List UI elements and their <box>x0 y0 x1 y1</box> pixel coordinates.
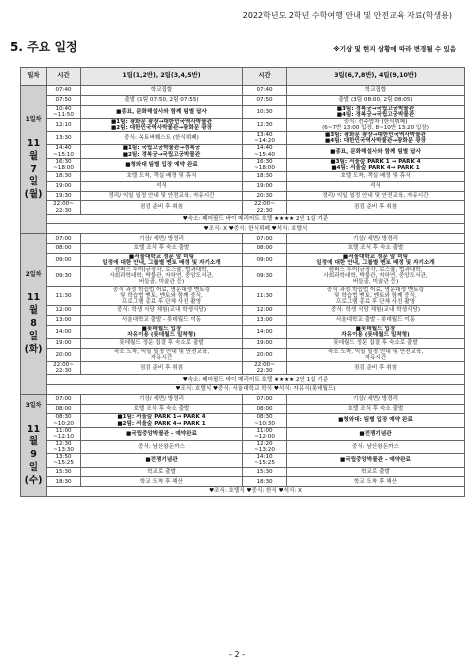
activity-cell: 점검 준비 후 취침 <box>81 201 243 214</box>
time-cell: 12:30 ~13:30 <box>47 440 81 453</box>
time-cell: 14:10 ~15:25 <box>243 454 287 467</box>
activity-cell: 호텔 조식 후 숙소 출발 <box>81 404 243 414</box>
time-cell: 08:30 ~10:30 <box>243 414 287 427</box>
activity-cell: 중식: 남산왕돈까스 <box>287 440 465 453</box>
activity-cell: ■3팀: 서울숲 PARK 1 → PARK 4 ■4팀: 서울숲 PARK 4→ PARK 1 <box>287 158 465 171</box>
time-cell: 07:40 <box>243 86 287 96</box>
activity-cell: 기상/ 세면/ 방정리 <box>81 394 243 404</box>
time-cell: 07:50 <box>243 95 287 105</box>
time-cell: 13:50 ~15:25 <box>47 454 81 467</box>
activity-cell: ■종묘, 문화해설사와 함께 팀별 답사 <box>81 105 243 118</box>
activity-cell: 학교집합 <box>287 86 465 96</box>
meals-row <box>21 487 465 497</box>
day-date: 11 월 8 일 (화) <box>24 292 43 355</box>
time-cell: 19:30 <box>47 191 81 201</box>
activity-cell: 학교로 출발 <box>287 467 465 477</box>
activity-cell: ■전쟁기념관 <box>287 427 465 440</box>
activity-cell: 정리/ 익일 일정 안내 및 안전교육, 자유시간 <box>287 191 465 201</box>
table-row <box>21 244 465 254</box>
activity-cell: 서울대학교 출발 - 롯데월드 이동 <box>81 315 243 325</box>
activity-cell: ■롯데월드 입장 자유이용 (롯데월드 밀착형) <box>287 325 465 338</box>
table-row <box>21 427 465 440</box>
header-day: 일차 <box>21 68 47 86</box>
table-row <box>21 477 465 487</box>
time-cell: 13:40 ~14:20 <box>243 132 287 145</box>
time-cell: 14:40 ~15:40 <box>243 145 287 158</box>
table-row <box>21 361 465 374</box>
activity-cell: 중식: 옥토버훼스트 (한식뷔페) <box>81 132 243 145</box>
time-cell: 13:00 <box>47 315 81 325</box>
activity-cell: 석식 <box>287 181 465 191</box>
table-row <box>21 267 465 286</box>
day-number: 3일차 <box>25 402 42 410</box>
day-label <box>21 394 47 496</box>
time-cell: 16:30 ~18:00 <box>47 158 81 171</box>
activity-cell: 캠퍼스 투어(규장각, 로스쿨, 법과대학, 사회과학대학, 박물관, 자하연, 중앙도서관, 버들골, 미술관 등) <box>81 267 243 286</box>
meals-info: ♥조식: 호텔식 ♥중식: 서울대학교 학식 ♥석식: 자유식(롯데월드) <box>47 385 465 395</box>
activity-cell: 호텔 도착, 객실 배정 및 휴식 <box>81 172 243 182</box>
table-row <box>21 440 465 453</box>
activity-cell: 기상/ 세면/ 방정리 <box>81 234 243 244</box>
activity-cell: 석식 <box>81 181 243 191</box>
activity-cell: 학교 도착 후 해산 <box>287 477 465 487</box>
activity-cell: ■3팀: 경복궁→국립고궁박물관 ■4팀: 경복궁→국립고궁박물관 <box>287 105 465 118</box>
table-row <box>21 132 465 145</box>
time-cell: 07:00 <box>47 234 81 244</box>
day-number: 2일차 <box>25 270 42 278</box>
activity-cell: 기상/ 세면/ 방정리 <box>287 394 465 404</box>
header-team-3-4: 3팀(6,7,8반), 4팀(9,10반) <box>287 68 465 86</box>
page-number: - 2 - <box>229 650 245 659</box>
activity-cell: ■서울대학교 정문 앞 미팅 일정에 대한 안내, 그룹별 멘토 배정 및 자기소개 <box>287 253 465 266</box>
activity-cell: 학교 도착 후 해산 <box>81 477 243 487</box>
meals-info: ♥조식: X ♥중식: 한식뷔페 ♥석식: 호텔식 <box>47 224 465 234</box>
time-cell: 20:30 <box>243 191 287 201</box>
time-cell: 11:30 <box>47 286 81 305</box>
table-row <box>21 286 465 305</box>
table-header-row <box>21 68 465 86</box>
activity-cell: 숙소 도착, 익일 일정 안내 및 안전교육, 자유시간 <box>287 348 465 361</box>
time-cell: 12:20 ~13:20 <box>243 440 287 453</box>
activity-cell: 정리/ 익일 일정 안내 및 안전교육, 자유시간 <box>81 191 243 201</box>
table-row <box>21 191 465 201</box>
time-cell: 12:00 <box>243 305 287 315</box>
activity-cell: ■롯데월드 입장 자유이용 (롯데월드 밀착형) <box>81 325 243 338</box>
time-cell: 13:30 <box>47 132 81 145</box>
table-row <box>21 181 465 191</box>
table-row <box>21 305 465 315</box>
time-cell: 09:30 <box>47 267 81 286</box>
activity-cell: ■서울대학교 정문 앞 미팅 일정에 대한 안내, 그룹별 멘토 배정 및 자기소개 <box>81 253 243 266</box>
time-cell: 22:00~ 22:30 <box>47 201 81 214</box>
time-cell: 09:30 <box>243 267 287 286</box>
day-date: 11 월 9 일 (수) <box>24 423 43 486</box>
activity-cell: 중식: 학생 식당 체험(교내 학생식당) <box>81 305 243 315</box>
time-cell: 07:00 <box>243 234 287 244</box>
time-cell: 14:40 ~15:10 <box>47 145 81 158</box>
table-row <box>21 394 465 404</box>
activity-cell: 출발 (1팀 07:50, 2팀 07:55) <box>81 95 243 105</box>
time-cell: 18:30 <box>47 477 81 487</box>
day-number: 1일차 <box>25 116 42 124</box>
activity-cell: 중식: 전주밥차 (한식뷔페) (6~7반 13:00 입장, 8~10반 13:20 입장) <box>287 118 465 131</box>
table-row <box>21 158 465 171</box>
activity-cell: ■국립중앙박물관 - 예약완료 <box>81 427 243 440</box>
hotel-row <box>21 375 465 385</box>
activity-cell: 호텔 조식 후 숙소 출발 <box>81 244 243 254</box>
header-time: 시간 <box>47 68 81 86</box>
time-cell: 09:00 <box>47 253 81 266</box>
table-row <box>21 467 465 477</box>
meals-row <box>21 224 465 234</box>
hotel-info: ♥숙소: 페어필드 바이 메리어트 호텔 ★★★★ 2인 1실 기준 <box>47 214 465 224</box>
time-cell: 19:00 <box>243 338 287 348</box>
activity-cell: 숙소 도착, 익일 일정 안내 및 안전교육, 자유시간 <box>81 348 243 361</box>
table-row <box>21 105 465 118</box>
table-row <box>21 172 465 182</box>
time-cell: 20:00 <box>47 348 81 361</box>
activity-cell: ■1팀: 광화문 광장→대한민국역사박물관 ■2팀: 대한민국역사박물관→광화문 광장 <box>81 118 243 131</box>
activity-cell: ■전쟁기념관 <box>81 454 243 467</box>
table-row <box>21 338 465 348</box>
day-date: 11 월 7 일 (월) <box>24 137 43 201</box>
time-cell: 19:00 <box>47 338 81 348</box>
activity-cell: 학교로 출발 <box>81 467 243 477</box>
table-row <box>21 201 465 214</box>
hotel-row <box>21 214 465 224</box>
activity-cell: 중식: 학생 식당 체험(교내 학생식당) <box>287 305 465 315</box>
time-cell: 18:30 <box>47 172 81 182</box>
table-row <box>21 86 465 96</box>
hotel-info: ♥숙소: 페어필드 바이 메리어트 호텔 ★★★★ 2인 1실 기준 <box>47 375 465 385</box>
activity-cell: 점검 준비 후 취침 <box>81 361 243 374</box>
activity-cell: 점검 준비 후 취침 <box>287 361 465 374</box>
time-cell: 12:10 <box>47 118 81 131</box>
time-cell: 15:30 <box>243 467 287 477</box>
activity-cell: 점검 준비 후 취침 <box>287 201 465 214</box>
time-cell: 18:30 <box>243 172 287 182</box>
time-cell: 07:50 <box>47 95 81 105</box>
activity-cell: 롯데월드 정문 집결 후 숙소로 출발 <box>81 338 243 348</box>
activity-cell: 호텔 도착, 객실 배정 및 휴식 <box>287 172 465 182</box>
time-cell: 09:00 <box>243 253 287 266</box>
time-cell: 12:30 <box>243 118 287 131</box>
activity-cell: 롯데월드 정문 집결 후 숙소로 출발 <box>287 338 465 348</box>
activity-cell: 중식 과정 학습법 어료, 명문대생 멘토링 및 학습법 멘토, 멘토와 함께 중식, 프로그램 종료 후 단체 사진 촬영 <box>81 286 243 305</box>
time-cell: 07:40 <box>47 86 81 96</box>
time-cell: 20:00 <box>243 348 287 361</box>
time-cell: 15:30 <box>47 467 81 477</box>
time-cell: 11:00 ~12:00 <box>243 427 287 440</box>
time-cell: 22:00~ 22:30 <box>243 361 287 374</box>
table-row <box>21 118 465 131</box>
time-cell: 08:00 <box>47 244 81 254</box>
day-label <box>21 234 47 395</box>
activity-cell: 호텔 조식 후 숙소 출발 <box>287 244 465 254</box>
schedule-body <box>21 86 465 497</box>
activity-cell: ■1팀: 서울숲 PARK 1→ PARK 4 ■2팀: 서울숲 PARK 4→ PARK 1 <box>81 414 243 427</box>
time-cell: 07:00 <box>243 394 287 404</box>
time-cell: 11:00 ~12:10 <box>47 427 81 440</box>
time-cell: 10:30 <box>243 105 287 118</box>
section-title: 5. 주요 일정 <box>10 40 78 54</box>
time-cell: 19:00 <box>47 181 81 191</box>
time-cell: 14:00 <box>243 325 287 338</box>
table-row <box>21 145 465 158</box>
time-cell: 16:30 ~18:00 <box>243 158 287 171</box>
time-cell: 22:00~ 22:30 <box>47 361 81 374</box>
time-cell: 11:30 <box>243 286 287 305</box>
time-cell: 13:00 <box>243 315 287 325</box>
table-row <box>21 325 465 338</box>
time-cell: 08:00 <box>243 404 287 414</box>
activity-cell: 중식 과정 학습법 어료, 명문대생 멘토링 및 학습법 멘토, 멘토와 함께 중식, 프로그램 종료 후 단체 사진 촬영 <box>287 286 465 305</box>
time-cell: 22:00~ 22:30 <box>243 201 287 214</box>
activity-cell: ■종묘, 문화해설사와 함께 팀별 답사 <box>287 145 465 158</box>
time-cell: 08:00 <box>47 404 81 414</box>
activity-cell: ■청와대 팀별 입장 예약 완료 <box>81 158 243 171</box>
document-header: 2022학년도 2학년 수학여행 안내 및 안전교육 자료(학생용) <box>242 11 452 20</box>
time-cell: 10:40 ~11:50 <box>47 105 81 118</box>
table-row <box>21 95 465 105</box>
activity-cell: ■3팀: 광화문 광장→대한민국역사박물관 ■4팀: 대한민국역사박물관→광화문 광장 <box>287 132 465 145</box>
activity-cell: 캠퍼스 투어(규장각, 로스쿨, 법과대학, 사회과학대학, 박물관, 자하연, 중앙도서관, 버들골, 미술관 등) <box>287 267 465 286</box>
table-row <box>21 414 465 427</box>
activity-cell: 학교집합 <box>81 86 243 96</box>
time-cell: 19:00 <box>243 181 287 191</box>
time-cell: 12:00 <box>47 305 81 315</box>
header-time: 시간 <box>243 68 287 86</box>
meals-info: ♥조식: 호텔식 ♥중식: 한식 ♥석식: X <box>47 487 465 497</box>
table-row <box>21 348 465 361</box>
activity-cell: 중식: 남산왕돈까스 <box>81 440 243 453</box>
activity-cell: ■1팀: 국립고궁박물관→경복궁 ■2팀: 경복궁→국립고궁박물관 <box>81 145 243 158</box>
day-label <box>21 86 47 234</box>
table-row <box>21 454 465 467</box>
table-row <box>21 253 465 266</box>
time-cell: 14:00 <box>47 325 81 338</box>
table-row <box>21 234 465 244</box>
activity-cell: 서울대학교 출발 - 롯데월드 이동 <box>287 315 465 325</box>
activity-cell: 기상/ 세면/ 방정리 <box>287 234 465 244</box>
schedule-table <box>20 67 465 497</box>
table-row <box>21 315 465 325</box>
meals-row <box>21 385 465 395</box>
notice-text: ※기상 및 현지 상황에 따라 변경될 수 있음 <box>333 45 456 53</box>
activity-cell: 출발 (3팀 08:00, 2팀 08:05) <box>287 95 465 105</box>
activity-cell: 호텔 조식 후 숙소 출발 <box>287 404 465 414</box>
activity-cell: ■국립중앙박물관 - 예약완료 <box>287 454 465 467</box>
header-team-1-2: 1팀(1,2반), 2팀(3,4,5반) <box>81 68 243 86</box>
table-row <box>21 404 465 414</box>
activity-cell: ■청와대: 팀별 입장 예약 완료 <box>287 414 465 427</box>
time-cell: 18:30 <box>243 477 287 487</box>
time-cell: 08:30 ~10:20 <box>47 414 81 427</box>
time-cell: 07:00 <box>47 394 81 404</box>
time-cell: 08:00 <box>243 244 287 254</box>
